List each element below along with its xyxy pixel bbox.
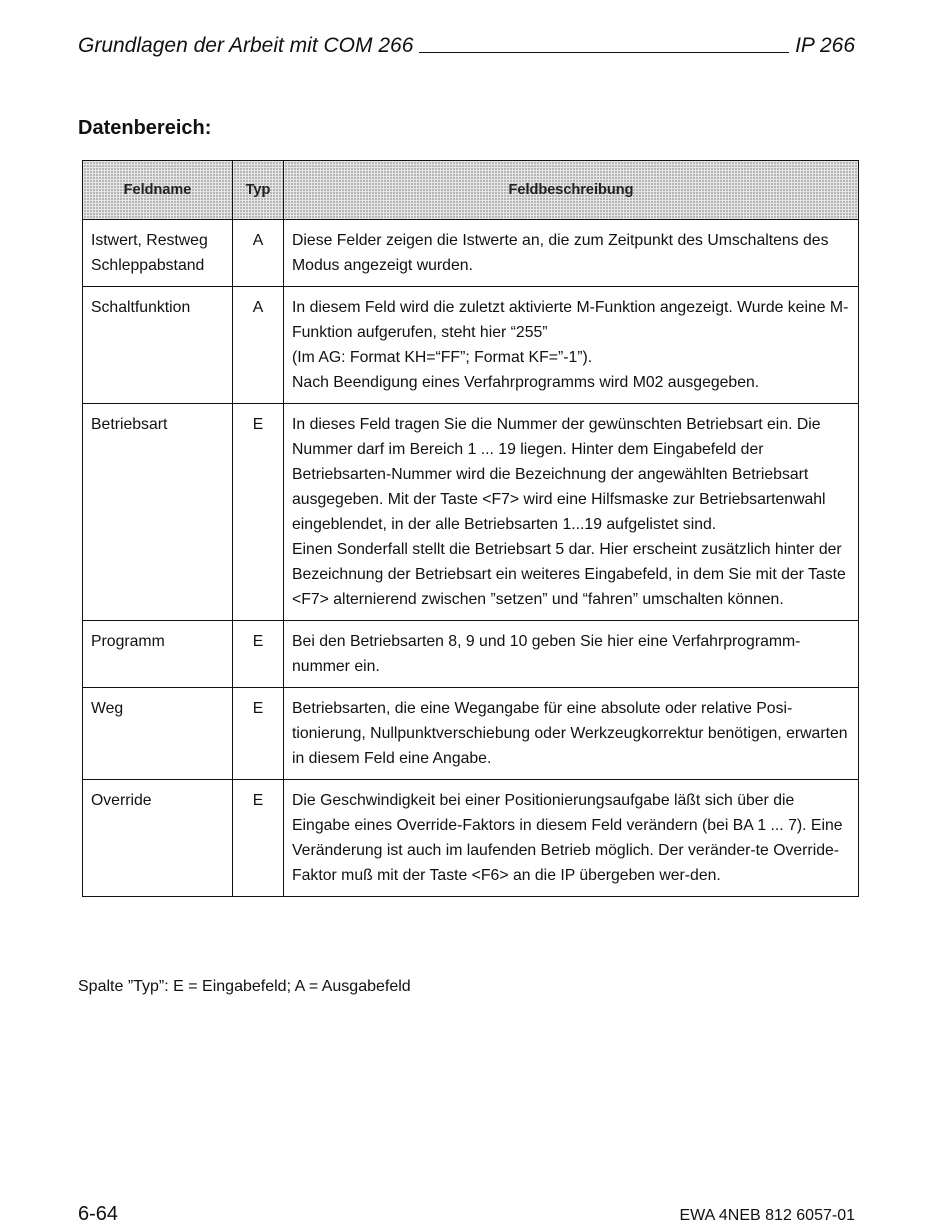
page-header [78, 28, 855, 58]
field-name-cell: Weg [83, 688, 233, 780]
table-row [83, 688, 859, 780]
description-paragraph: Einen Sonderfall stellt die Betriebsart 5 dar. Hier erscheint zusätzlich hinter der Bezeichnung der Betriebsart ein weiteres Eingabefeld, in dem Sie mit der Taste <F7> alternierend zwischen ”setzen” und “fahren” umschalten können. [292, 541, 846, 608]
header-right-title: IP 266 [795, 34, 855, 57]
column-header-feldname: Feldname [83, 161, 233, 220]
header-left-title: Grundlagen der Arbeit mit COM 266 [78, 34, 414, 57]
column-header-typ: Typ [233, 161, 284, 220]
table-header-row [83, 161, 859, 220]
description-paragraph: Nach Beendigung eines Verfahrprogramms wird M02 ausgegeben. [292, 374, 760, 391]
description-paragraph: Die Geschwindigkeit bei einer Positionierungsaufgabe läßt sich über die Eingabe eines Override-Faktors in diesem Feld verändern (bei BA 1 ... 7). Eine Veränderung ist auch im laufenden Betrieb möglich. Der veränder-te Override-Faktor muß mit der Taste <F6> an die IP übergeben wer-den. [292, 792, 843, 884]
column-header-feldbeschreibung: Feldbeschreibung [284, 161, 859, 220]
description-paragraph: Bei den Betriebsarten 8, 9 und 10 geben Sie hier eine Verfahrprogramm-nummer ein. [292, 633, 801, 675]
field-name-cell: Programm [83, 621, 233, 688]
field-description-cell [284, 220, 859, 287]
field-name-cell: Schaltfunktion [83, 287, 233, 404]
field-description-cell [284, 404, 859, 621]
field-description-cell [284, 780, 859, 897]
field-name-cell: Betriebsart [83, 404, 233, 621]
description-paragraph: (Im AG: Format KH=“FF”; Format KF=”-1”). [292, 349, 593, 366]
table-row [83, 780, 859, 897]
description-paragraph: In dieses Feld tragen Sie die Nummer der gewünschten Betriebsart ein. Die Nummer darf im Bereich 1 ... 19 liegen. Hinter dem Eingabefeld der Betriebsarten-Nummer wird die Bezeichnung der angewählten Betriebsart ausgegeben. Mit der Taste <F7> wird eine Hilfsmaske zur Betriebsartenwahl eingeblendet, in der alle Betriebsarten 1...19 aufgelistet sind. [292, 416, 826, 533]
field-description-cell [284, 287, 859, 404]
document-number: EWA 4NEB 812 6057-01 [679, 1207, 855, 1224]
table-row [83, 287, 859, 404]
field-name-cell: Override [83, 780, 233, 897]
field-type-cell: A [233, 287, 284, 404]
table-row [83, 621, 859, 688]
data-table [82, 160, 859, 897]
field-description-cell [284, 621, 859, 688]
section-title: Datenbereich: [78, 117, 212, 139]
field-type-cell: E [233, 404, 284, 621]
field-type-cell: E [233, 688, 284, 780]
table-row [83, 220, 859, 287]
table-row [83, 404, 859, 621]
description-paragraph: Diese Felder zeigen die Istwerte an, die zum Zeitpunkt des Umschaltens des Modus angezeigt wurden. [292, 232, 829, 274]
field-name-cell: Istwert, Restweg Schleppabstand [83, 220, 233, 287]
description-paragraph: In diesem Feld wird die zuletzt aktivierte M-Funktion angezeigt. Wurde keine M-Funktion aufgerufen, steht hier “255” [292, 299, 849, 341]
page-number: 6-64 [78, 1203, 119, 1225]
field-type-cell: A [233, 220, 284, 287]
header-rule [419, 52, 789, 53]
type-column-legend: Spalte ”Typ”: E = Eingabefeld; A = Ausgabefeld [78, 978, 411, 995]
field-type-cell: E [233, 621, 284, 688]
description-paragraph: Betriebsarten, die eine Wegangabe für eine absolute oder relative Posi-tionierung, Nullpunktverschiebung oder Werkzeugkorrektur benötigen, erwarten in diesem Feld eine Angabe. [292, 700, 848, 767]
field-type-cell: E [233, 780, 284, 897]
field-description-cell [284, 688, 859, 780]
